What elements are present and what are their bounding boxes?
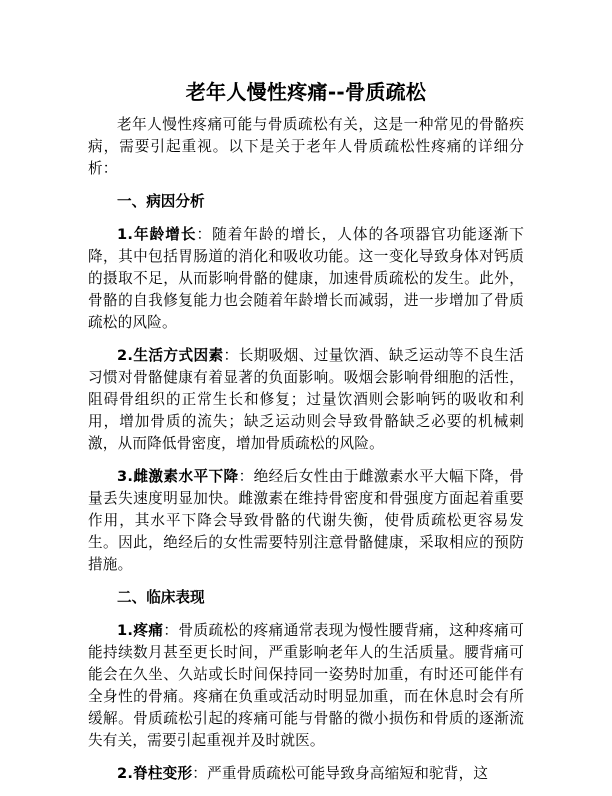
item-title: 2.脊柱变形 (117, 765, 193, 782)
document-page (88, 78, 524, 796)
item-text: ：随着年龄的增长，人体的各项器官功能逐渐下降，其中包括胃肠道的消化和吸收功能。这一变化导致身体对钙质的摄取不足，从而影响骨骼的健康，加速骨质疏松的发生。此外，骨骼的自我修复能力也会随着年龄增长而减弱，进一步增加了骨质疏松的风险。 (88, 226, 524, 331)
symptom-item-pain (88, 620, 524, 752)
item-title: 2.生活方式因素 (117, 347, 224, 364)
item-title: 1.疼痛 (117, 622, 164, 639)
item-text: ：绝经后女性由于雌激素水平大幅下降，骨量丢失速度明显加快。雌激素在维持骨密度和骨强度方面起着重要作用，其水平下降会导致骨骼的代谢失衡，使骨质疏松更容易发生。因此，绝经后的女性需要特别注意骨骼健康，采取相应的预防措施。 (88, 468, 524, 573)
cause-item-lifestyle (88, 345, 524, 455)
intro-paragraph: 老年人慢性疼痛可能与骨质疏松有关，这是一种常见的骨骼疾病，需要引起重视。以下是关于老年人骨质疏松性疼痛的详细分析： (88, 116, 524, 177)
section-heading-causes: 一、病因分析 (117, 193, 205, 210)
item-text: ：骨质疏松的疼痛通常表现为慢性腰背痛，这种疼痛可能持续数月甚至更长时间，严重影响老年人的生活质量。腰背痛可能会在久坐、久站或长时间保持同一姿势时加重，有时还可能伴有全身性的骨痛。疼痛在负重或活动时明显加重，而在休息时会有所缓解。骨质疏松引起的疼痛可能与骨骼的微小损伤和骨质的逐渐流失有关，需要引起重视并及时就医。 (88, 622, 525, 749)
document-title: 老年人慢性疼痛--骨质疏松 (185, 80, 427, 104)
symptom-item-spine (88, 763, 524, 785)
item-text: ：严重骨质疏松可能导致身高缩短和驼背，这 (192, 765, 489, 782)
item-title: 3.雌激素水平下降 (117, 468, 239, 485)
cause-item-age (88, 224, 524, 334)
cause-item-estrogen (88, 466, 524, 576)
section-heading-symptoms: 二、临床表现 (117, 589, 205, 606)
item-title: 1.年龄增长 (117, 226, 197, 243)
item-text: ：长期吸烟、过量饮酒、缺乏运动等不良生活习惯对骨骼健康有着显著的负面影响。吸烟会影响骨细胞的活性，阻碍骨组织的正常生长和修复；过量饮酒则会影响钙的吸收和利用，增加骨质的流失；缺乏运动则会导致骨骼缺乏必要的机械刺激，从而降低骨密度，增加骨质疏松的风险。 (88, 347, 524, 452)
